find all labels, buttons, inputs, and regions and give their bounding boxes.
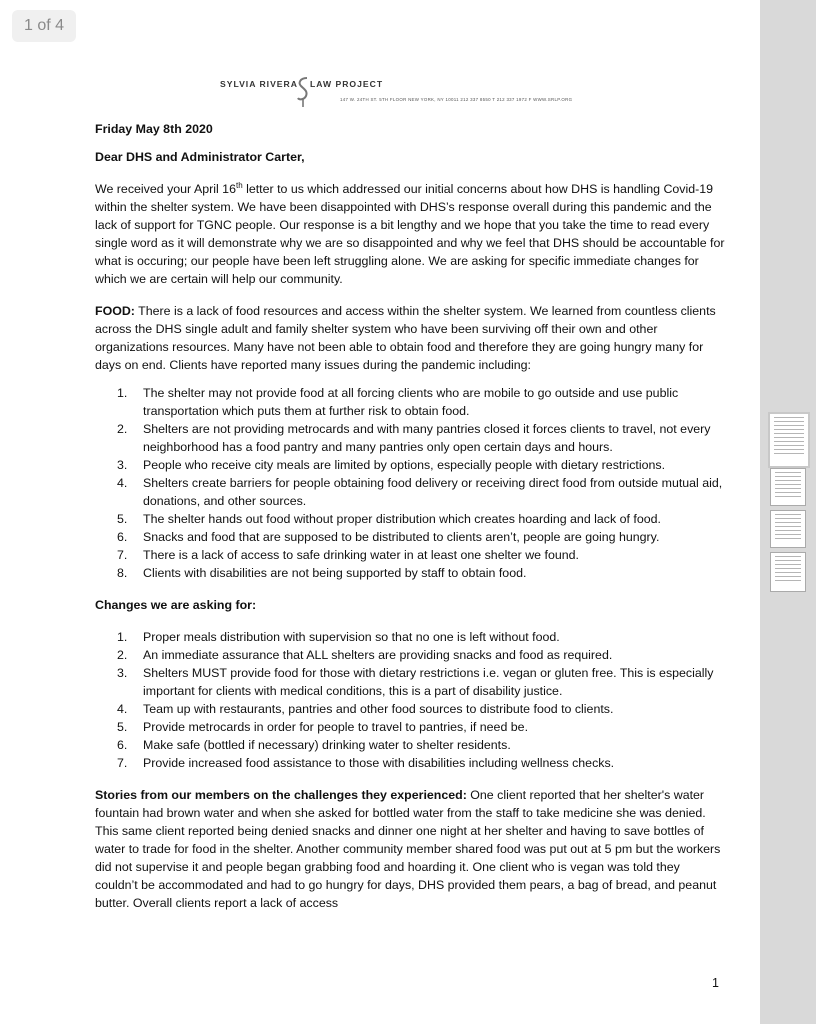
list-item: 1. The shelter may not provide food at all forcing clients who are mobile to go outside and use public transportation which puts them at further risk to obtain food. (117, 386, 679, 418)
food-label: FOOD: (95, 304, 135, 318)
list-item: 7. Provide increased food assistance to those with disabilities including wellness checks. (117, 756, 615, 770)
letter-date: Friday May 8th 2020 (95, 122, 213, 136)
letterhead-address: 147 W. 24TH ST. 5TH FLOOR NEW YORK, NY 10011 212 337 8550 T 212 337 1972 F WWW.SRLP.ORG (340, 97, 573, 102)
thumbnail-sidebar (760, 0, 816, 1024)
page-thumbnail-3[interactable] (770, 510, 806, 548)
letterhead-name-right: LAW PROJECT (310, 79, 384, 89)
list-item: 6. Make safe (bottled if necessary) drinking water to shelter residents. (117, 738, 511, 752)
page-thumbnail-2[interactable] (770, 468, 806, 506)
food-paragraph: FOOD: There is a lack of food resources and access within the shelter system. We learned from countless clients across the DHS single adult and family shelter system who have been surviving off their own and other organizations resources. Many have not been able to obtain food and therefore they are going hungry many for days on end. Clients have reported many issues during the pandemic including: (95, 304, 716, 372)
changes-heading: Changes we are asking for: (95, 598, 257, 612)
page-thumbnail-1[interactable] (768, 412, 810, 468)
list-item: 5. Provide metrocards in order for people to travel to pantries, if need be. (117, 720, 529, 734)
page-indicator: 1 of 4 (12, 10, 76, 42)
list-item: 3. Shelters MUST provide food for those with dietary restrictions i.e. vegan or gluten free. This is especially important for clients with medical conditions, this is a part of disability justice. (117, 666, 714, 698)
list-item: 2. An immediate assurance that ALL shelters are providing snacks and food as required. (117, 648, 613, 662)
letterhead-name-left: SYLVIA RIVERA (220, 79, 298, 89)
changes-list (95, 628, 725, 772)
stories-paragraph: Stories from our members on the challenges they experienced: One client reported that her shelter's water fountain had brown water and when she asked for bottled water from the staff to take medicine she was denied. This same client reported being denied snacks and dinner one night at her shelter and having to save bottles of water to trade for food in the shelter. Another community member shared food was put out at 5 pm but the workers did not supervise it and people began grabbing food and hoarding it. One client who is vegan was told they couldn’t be accommodated and had to go hungry for days, DHS provided them pears, a bag of bread, and peanut butter. Overall clients report a lack of access (95, 788, 721, 910)
list-item: 4. Team up with restaurants, pantries and other food sources to distribute food to clients. (117, 702, 614, 716)
intro-paragraph: We received your April 16th letter to us which addressed our initial concerns about how DHS is handling Covid-19 within the shelter system. We have been disappointed with DHS’s response overall during this pandemic and the lack of support for TGNC people. Our response is a bit lengthy and we hope that you take the time to read every single word as it will demonstrate why we are so disappointed and why we feel that DHS should be accountable for what is occuring; our people have been left struggling alone. We are asking for specific immediate changes for which we are certain will help our community. (95, 180, 725, 286)
page-number: 1 (712, 976, 719, 990)
list-item: 4. Shelters create barriers for people obtaining food delivery or receiving direct food from outside mutual aid, donations, and other sources. (117, 476, 723, 508)
page-thumbnail-4[interactable] (770, 552, 806, 592)
issues-list (95, 384, 725, 582)
letter-body (95, 120, 725, 912)
list-item: 5. The shelter hands out food without proper distribution which creates hoarding and lack of food. (117, 512, 661, 526)
list-item: 7. There is a lack of access to safe drinking water in at least one shelter we found. (117, 548, 579, 562)
list-item: 6. Snacks and food that are supposed to be distributed to clients aren’t, people are going hungry. (117, 530, 660, 544)
letter-salutation: Dear DHS and Administrator Carter, (95, 150, 305, 164)
stories-label: Stories from our members on the challenges they experienced: (95, 788, 467, 802)
list-item: 3. People who receive city meals are limited by options, especially people with dietary restrictions. (117, 458, 666, 472)
list-item: 1. Proper meals distribution with supervision so that no one is left without food. (117, 630, 560, 644)
letterhead (220, 74, 620, 114)
list-item: 8. Clients with disabilities are not being supported by staff to obtain food. (117, 566, 527, 580)
list-item: 2. Shelters are not providing metrocards and with many pantries closed it forces clients to travel, not every neighborhood has a food pantry and many pantries only open certain days and hours. (117, 422, 711, 454)
